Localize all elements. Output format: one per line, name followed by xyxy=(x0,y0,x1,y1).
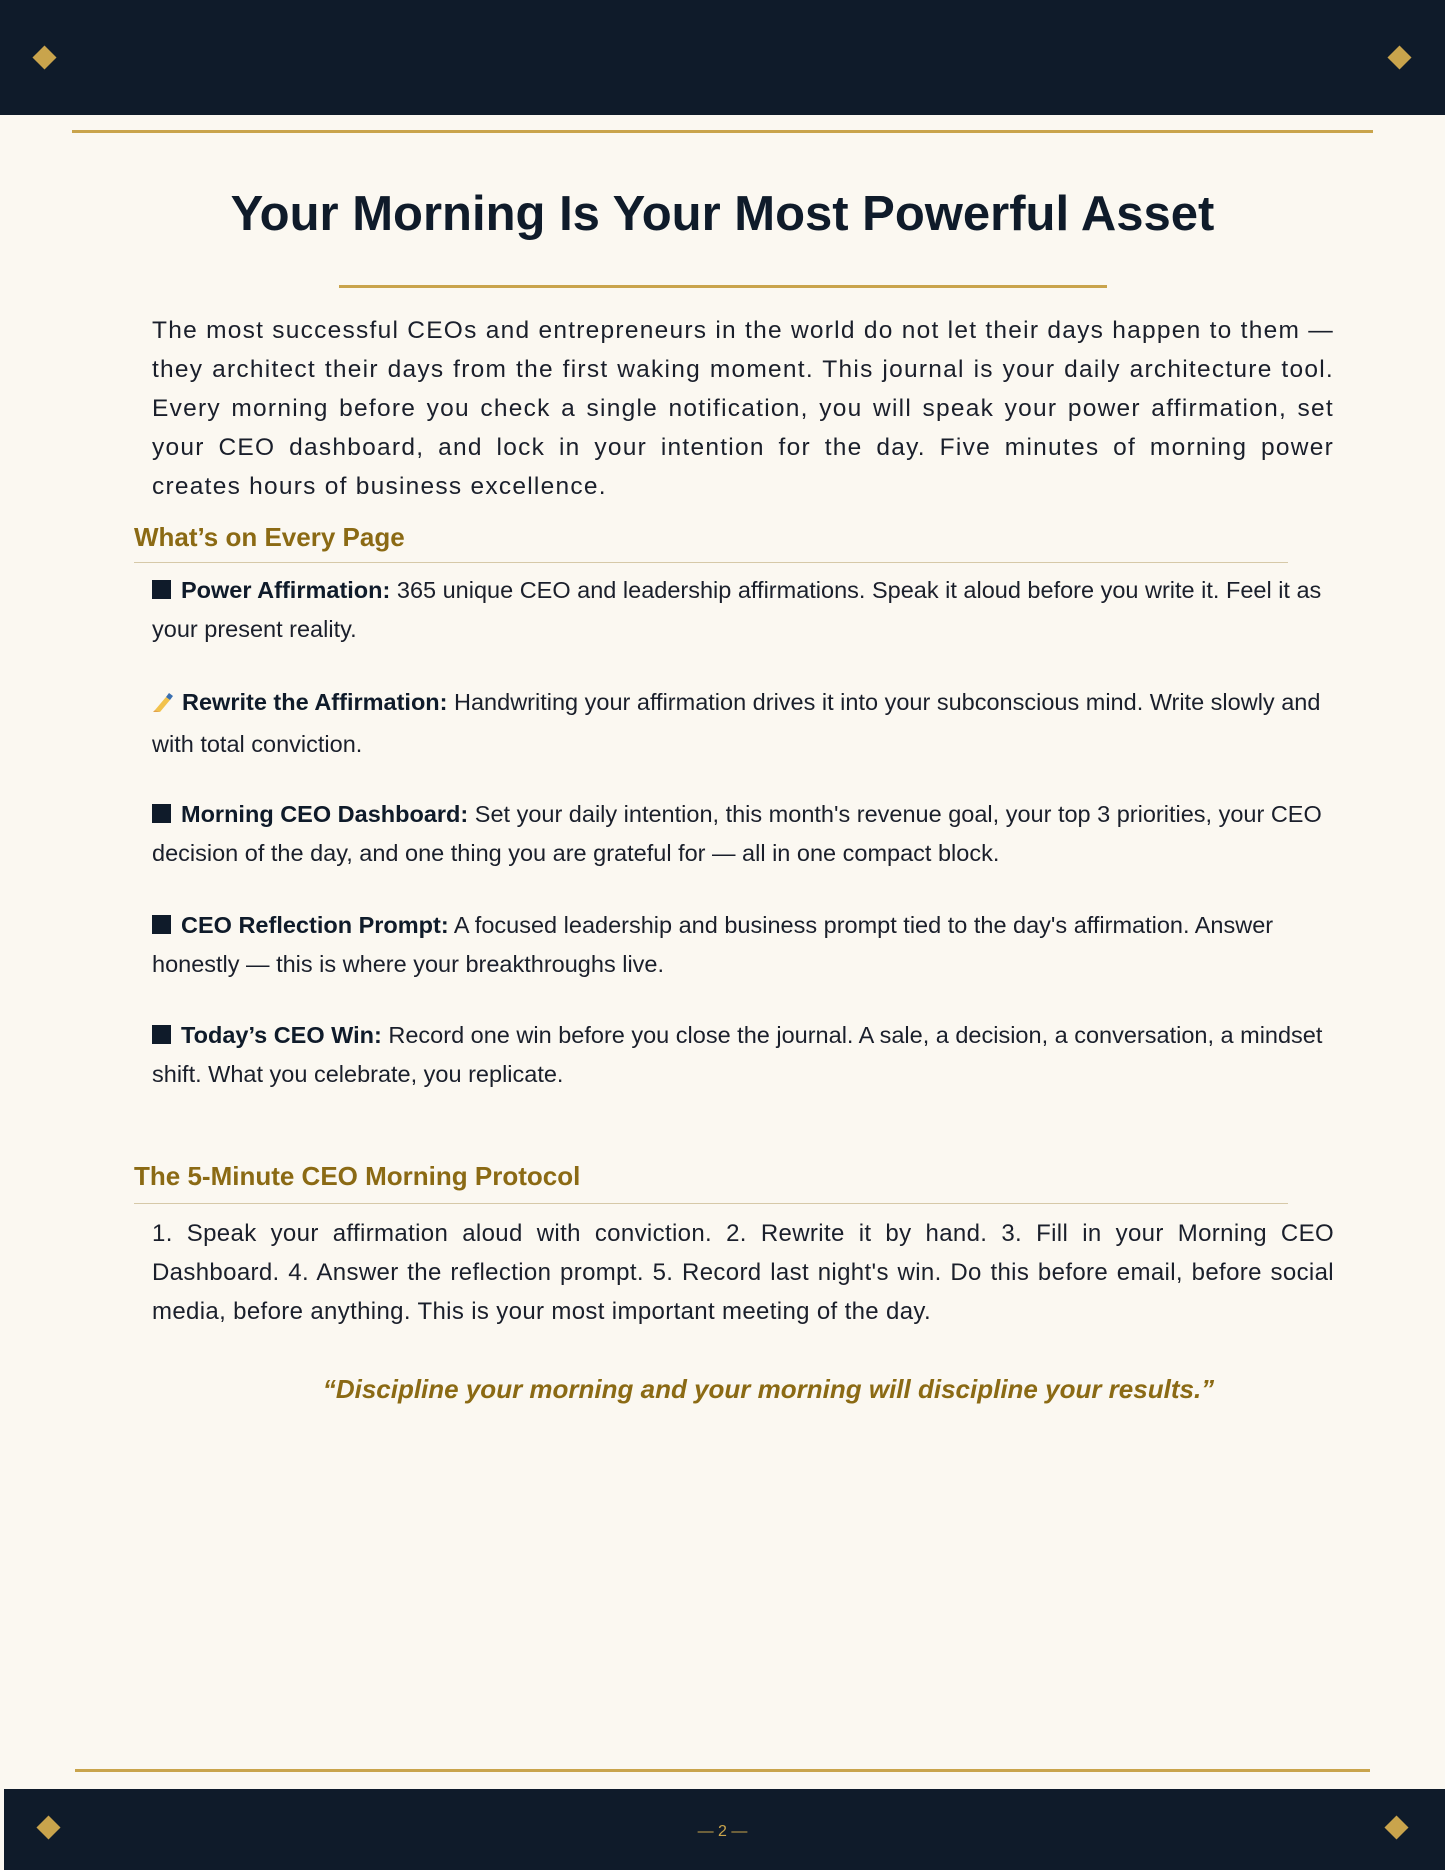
item-text: A focused leadership and business prompt tied to the day's affirmation. Answer honestly — this is where your breakthroughs live. xyxy=(152,912,1274,977)
list-item-reflection-prompt xyxy=(152,906,1334,984)
item-label: Today’s CEO Win: xyxy=(181,1022,382,1048)
square-bullet-icon xyxy=(152,1025,171,1044)
item-label: Morning CEO Dashboard: xyxy=(181,801,469,827)
page-number: — 2 — xyxy=(697,1823,748,1840)
protocol-paragraph: 1. Speak your affirmation aloud with conviction. 2. Rewrite it by hand. 3. Fill in your Morning CEO Dashboard. 4. Answer the reflection prompt. 5. Record last night's win. Do this before email, before social media, before anything. This is your most important meeting of the day. xyxy=(152,1220,1334,1325)
item-text: Handwriting your affirmation drives it into your subconscious mind. Write slowly and with total conviction. xyxy=(152,689,1321,757)
item-label: Rewrite the Affirmation: xyxy=(182,689,448,715)
item-text: 365 unique CEO and leadership affirmations. Speak it aloud before you write it. Feel it as your present reality. xyxy=(152,577,1322,642)
list-item-morning-dashboard xyxy=(152,795,1334,873)
item-text: Set your daily intention, this month's revenue goal, your top 3 priorities, your CEO decision of the day, and one thing you are grateful for — all in one compact block. xyxy=(152,801,1322,866)
section-divider xyxy=(134,1203,1288,1204)
header-gold-rule xyxy=(72,130,1373,133)
closing-quote: “Discipline your morning and your morning will discipline your results.” xyxy=(322,1374,1215,1404)
title-underline xyxy=(339,285,1107,288)
item-text: Record one win before you close the journal. A sale, a decision, a conversation, a mindset shift. What you celebrate, you replicate. xyxy=(152,1022,1323,1087)
list-item-rewrite-affirmation xyxy=(152,683,1334,764)
section-heading-every-page: What’s on Every Page xyxy=(134,522,405,552)
item-label: CEO Reflection Prompt: xyxy=(181,912,449,938)
section-heading-protocol: The 5-Minute CEO Morning Protocol xyxy=(134,1161,581,1191)
writing-hand-icon xyxy=(152,686,176,725)
footer-gold-rule xyxy=(75,1769,1370,1772)
square-bullet-icon xyxy=(152,804,171,823)
item-label: Power Affirmation: xyxy=(181,577,391,603)
square-bullet-icon xyxy=(152,580,171,599)
page-title: Your Morning Is Your Most Powerful Asset xyxy=(230,187,1215,241)
square-bullet-icon xyxy=(152,915,171,934)
list-item-ceo-win xyxy=(152,1016,1334,1094)
intro-paragraph: The most successful CEOs and entrepreneurs in the world do not let their days happen to them — they architect their days from the first waking moment. This journal is your daily architecture tool. Every morning before you check a single notification, you will speak your power affirmation, set your CEO dashboard, and lock in your intention for the day. Five minutes of morning power creates hours of business excellence. xyxy=(152,317,1334,500)
list-item-power-affirmation xyxy=(152,571,1334,649)
section-divider xyxy=(134,562,1288,563)
header-band xyxy=(0,0,1445,115)
